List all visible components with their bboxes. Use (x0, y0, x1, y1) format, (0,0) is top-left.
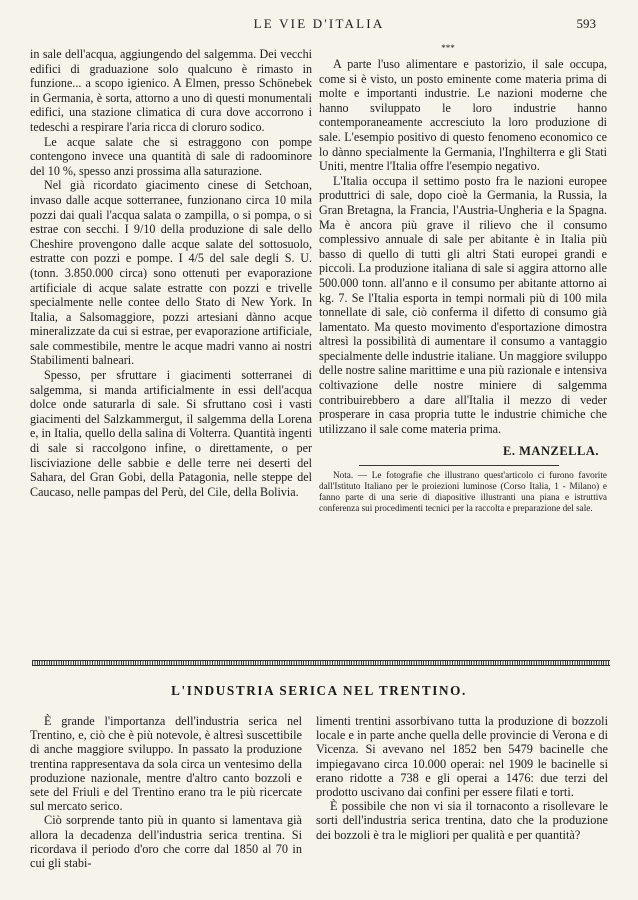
right-column (319, 57, 607, 514)
article-right-column (316, 714, 608, 842)
page-number: 593 (576, 16, 596, 31)
footnote: Nota. — Le fotografie che illustrano quest'articolo ci furono favorite dall'Istituto Italiano per le proiezioni luminose (Corso Italia, 1 - Milano) e fanno parte di una serie di diapositive illustranti una piana e istruttiva conferenza sui procedimenti tecnici per la raccolta e preparazione del sale. (319, 470, 607, 514)
note-rule (359, 465, 559, 466)
paragraph: Ciò sorprende tanto più in quanto si lamentava già allora la decadenza dell'industria serica trentina. Si ricordava il periodo d'oro che corre dal 1850 al 70 in cui gli stabi- (30, 813, 302, 871)
paragraph: L'Italia occupa il settimo posto fra le nazioni europee produttrici di sale, dopo cioè la Germania, la Russia, la Gran Bretagna, la Francia, l'Austria-Ungheria e la Spagna. Ma è ancora più grave il rilievo che il consumo complessivo annuale di sale per abitante è in Italia più basso di quello di tutti gli altri Stati europei grandi e piccoli. La produzione italiana di sale si aggira attorno alle 500.000 tonn. all'anno e il consumo per abitante attorno ai kg. 7. Se l'Italia esporta in tempi normali più di 100 mila tonnellate di sale, ciò conferma il difetto di consumo già lamentato. Ma questo movimento d'esportazione dimostra altresì la possibilità di aumentare il consumo a vantaggio specialmente delle industrie italiane. Un maggiore sviluppo delle nostre saline marittime e una più razionale e intensiva coltivazione delle nostre miniere di salgemma contribuirebbero a dare all'Italia il mezzo di veder prosperare in casa propria tutte le industrie chimiche che utilizzano il sale come materia prima. (319, 173, 607, 436)
section-divider (32, 660, 610, 666)
paragraph: in sale dell'acqua, aggiungendo del salgemma. Dei vecchi edifici di graduazione solo qualcuno è rimasto in funzione... a scopo igienico. A Elmen, presso Schönebek in Germania, è sorta, attorno a uno di questi monumentali edifici, una stazione climatica di cura dove accorrono i tedeschi a respirare l'aria ricca di cloruro sodico. (30, 47, 312, 134)
paragraph: limenti trentini assorbivano tutta la produzione di bozzoli locale e in parte anche quella delle provincie di Verona e di Vicenza. Si avevano nel 1852 ben 5479 bacinelle che impiegavano circa 10.000 operai: nel 1909 le bacinelle si erano ridotte a 738 e gli operai a 1476: due terzi del prodotto uscivano dai confini per essere filati e torti. (316, 714, 608, 800)
article-left-column (30, 714, 302, 870)
paragraph: È possibile che non vi sia il tornaconto a risollevare le sorti dell'industria serica trentina, dato che la produzione dei bozzoli è tra le migliori per qualità e per quantità? (316, 799, 608, 842)
paragraph: Le acque salate che si estraggono con pompe contengono invece una quantità di sale di radoominore del 10 %, spesso anzi prossima alla saturazione. (30, 134, 312, 178)
asterism-ornament: *** (441, 43, 455, 53)
running-title: LE VIE D'ITALIA (253, 16, 385, 31)
article-title: L'INDUSTRIA SERICA NEL TRENTINO. (171, 683, 467, 698)
left-column (30, 47, 312, 499)
paragraph: A parte l'uso alimentare e pastorizio, il sale occupa, come si è visto, un posto eminente come materia prima di molte e importanti industrie. Le nazioni moderne che hanno sviluppato le loro industrie hanno contemporaneamente accresciuto la loro produzione di sale. L'esempio positivo di questo fenomeno economico ce lo dànno specialmente la Germania, l'Inghilterra e gli Stati Uniti, mentre l'Italia offre l'esempio negativo. (319, 57, 607, 174)
paragraph: È grande l'importanza dell'industria serica nel Trentino, e, ciò che è più notevole, è altresì suscettibile di anche maggiore sviluppo. In passato la produzione trentina rappresentava da sola circa un ventesimo della produzione nazionale, mentre d'altro canto bozzoli e sete del Friuli e del Trentino erano tra le più ricercate sul mercato serico. (30, 714, 302, 814)
paragraph: Spesso, per sfruttare i giacimenti sotterranei di salgemma, si manda artificialmente in essi dell'acqua dolce onde saturarla di sale. Si sfruttano così i vasti giacimenti del Salzkammergut, il salgemma della Lorena e, in Italia, quello della salina di Volterra. Quantità ingenti di sale si raccolgono infine, o direttamente, o per lisciviazione delle sabbie e delle terre nei deserti del Sahara, del Gran Gobi, della Patagonia, nelle steppe del Caucaso, nelle pampas del Perù, del Cile, della Bolivia. (30, 368, 312, 499)
page-header (40, 16, 598, 34)
paragraph: Nel già ricordato giacimento cinese di Setchoan, invaso dalle acque sotterranee, funzionano circa 10 mila pozzi dai quali l'acqua salata o zampilla, o si pompa, o si estrae con secchi. I 9/10 della produzione di sale dello Cheshire provengono dalle acque salate del sottosuolo, estratte con pozzi e pompe. I 4/5 del sale degli S. U. (tonn. 3.850.000 circa) sono ottenuti per evaporazione artificiale di acque salate estratte con pozzi e trivelle specialmente nelle contee dello Stato di New York. In Italia, a Salsomaggiore, pozzi artesiani dànno acque mineralizzate da cui si estrae, per evaporazione artificiale, sale commestibile, mentre le acque madri vanno ai nostri Stabilimenti balneari. (30, 178, 312, 368)
author-signature: E. MANZELLA. (503, 444, 599, 459)
